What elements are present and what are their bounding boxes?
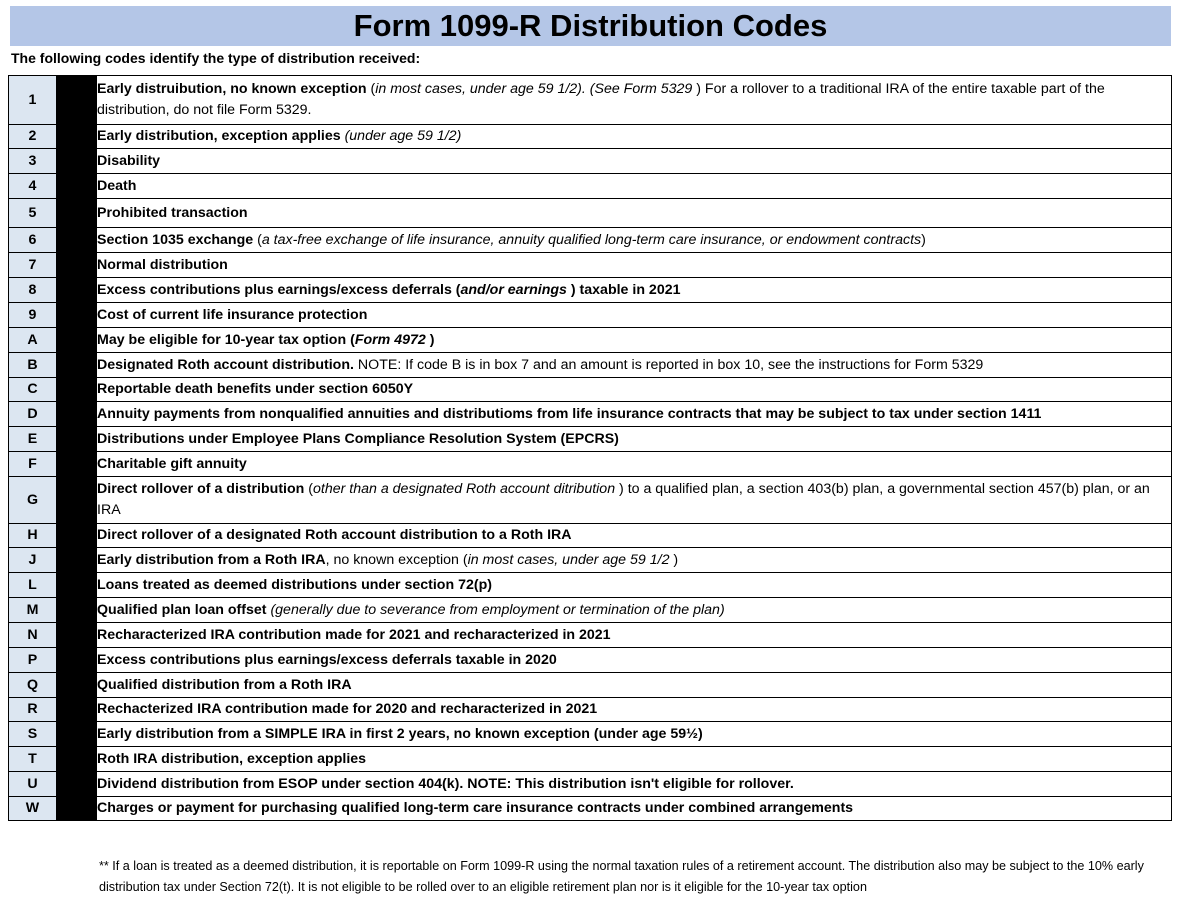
description-text: Section 1035 exchange [97, 231, 254, 248]
description-text: ( [366, 81, 376, 97]
table-row [9, 747, 1172, 772]
distribution-description [97, 747, 1172, 772]
distribution-code: 6 [9, 228, 57, 253]
black-spacer-cell [57, 573, 97, 598]
description-text: other than a designated Roth account ditribution [313, 481, 616, 497]
distribution-description [97, 772, 1172, 797]
description-text: ) [921, 231, 926, 248]
distribution-code: H [9, 524, 57, 548]
description-text: Charitable gift annuity [97, 455, 247, 472]
distribution-code: S [9, 722, 57, 747]
table-row [9, 452, 1172, 477]
black-spacer-cell [57, 278, 97, 303]
distribution-description [97, 598, 1172, 623]
table-row [9, 573, 1172, 598]
page-subtitle: The following codes identify the type of distribution received: [11, 50, 421, 66]
distribution-codes-body [9, 76, 1172, 821]
distribution-description [97, 698, 1172, 722]
table-row [9, 548, 1172, 573]
description-text: , no known exception ( [325, 551, 468, 568]
distribution-code: 1 [9, 76, 57, 125]
table-row [9, 253, 1172, 278]
distribution-description [97, 303, 1172, 328]
black-spacer-cell [57, 253, 97, 278]
distribution-code: A [9, 328, 57, 353]
table-row [9, 673, 1172, 698]
distribution-description [97, 125, 1172, 149]
distribution-description [97, 548, 1172, 573]
black-spacer-cell [57, 722, 97, 747]
black-spacer-cell [57, 328, 97, 353]
distribution-code: D [9, 402, 57, 427]
description-text: Direct rollover of a designated Roth account distribution to a Roth IRA [97, 527, 572, 543]
distribution-description [97, 427, 1172, 452]
distribution-code: F [9, 452, 57, 477]
distribution-code: C [9, 378, 57, 402]
distribution-code: B [9, 353, 57, 378]
black-spacer-cell [57, 772, 97, 797]
distribution-description [97, 477, 1172, 524]
table-row [9, 303, 1172, 328]
description-text: Normal distribution [97, 256, 228, 273]
black-spacer-cell [57, 452, 97, 477]
description-text: in most cases, under age 59 1/2 [467, 551, 670, 568]
distribution-description [97, 253, 1172, 278]
distribution-code: Q [9, 673, 57, 698]
description-text: Early distribution from a SIMPLE IRA in first 2 years, no known exception (under age 59½) [97, 725, 703, 742]
table-row [9, 797, 1172, 821]
table-row [9, 278, 1172, 303]
table-row [9, 772, 1172, 797]
distribution-codes-table [8, 75, 1172, 821]
table-row [9, 623, 1172, 648]
black-spacer-cell [57, 747, 97, 772]
black-spacer-cell [57, 797, 97, 821]
distribution-description [97, 228, 1172, 253]
distribution-description [97, 76, 1172, 125]
description-text: Early distruibution, no known exception [97, 81, 367, 97]
description-text: Qualified plan loan offset [97, 601, 267, 618]
description-text: Roth IRA distribution, exception applies [97, 750, 367, 767]
description-text: Charges or payment for purchasing qualified long-term care insurance contracts under combined arrangements [97, 800, 854, 816]
description-text: Recharacterized IRA contribution made for 2021 and recharacterized in 2021 [97, 626, 611, 643]
description-text: Cost of current life insurance protection [97, 306, 368, 323]
distribution-description [97, 328, 1172, 353]
distribution-code: N [9, 623, 57, 648]
description-text: Excess contributions plus earnings/excess deferrals taxable in 2020 [97, 651, 557, 668]
table-row [9, 648, 1172, 673]
description-text: ) [669, 551, 679, 568]
distribution-description [97, 524, 1172, 548]
table-row [9, 427, 1172, 452]
black-spacer-cell [57, 378, 97, 402]
black-spacer-cell [57, 673, 97, 698]
description-text: May be eligible for 10-year tax option ( [97, 331, 355, 348]
description-text: a tax-free exchange of life insurance, annuity qualified long-term care insurance, or endowment contracts [261, 231, 922, 248]
black-spacer-cell [57, 524, 97, 548]
description-text: and/or earnings [460, 281, 567, 298]
distribution-description [97, 199, 1172, 228]
table-row [9, 524, 1172, 548]
distribution-code: 8 [9, 278, 57, 303]
description-text: Direct rollover of a distribution [97, 481, 305, 497]
distribution-description [97, 452, 1172, 477]
table-row [9, 328, 1172, 353]
black-spacer-cell [57, 623, 97, 648]
description-text: Prohibited transaction [97, 204, 248, 221]
distribution-description [97, 797, 1172, 821]
description-text: ) taxable in 2021 [566, 281, 681, 298]
description-text: Disability [97, 152, 161, 169]
distribution-description [97, 353, 1172, 378]
distribution-description [97, 722, 1172, 747]
page-title: Form 1099-R Distribution Codes [10, 6, 1171, 46]
black-spacer-cell [57, 698, 97, 722]
distribution-description [97, 174, 1172, 199]
table-row [9, 76, 1172, 125]
black-spacer-cell [57, 125, 97, 149]
description-text: Annuity payments from nonqualified annuities and distributioms from life insurance contracts that may be subject to tax under section 1411 [97, 405, 1042, 422]
description-text: Rechacterized IRA contribution made for 2020 and recharacterized in 2021 [97, 701, 598, 717]
distribution-code: 4 [9, 174, 57, 199]
table-row [9, 174, 1172, 199]
description-text: Dividend distribution from ESOP under section 404(k). NOTE: This distribution isn't eligible for rollover. [97, 775, 794, 792]
table-row [9, 199, 1172, 228]
description-text: Early distribution from a Roth IRA [97, 551, 326, 568]
distribution-code: T [9, 747, 57, 772]
distribution-code: U [9, 772, 57, 797]
description-text: ( [253, 231, 262, 248]
black-spacer-cell [57, 228, 97, 253]
distribution-code: G [9, 477, 57, 524]
distribution-description [97, 673, 1172, 698]
black-spacer-cell [57, 303, 97, 328]
distribution-code: W [9, 797, 57, 821]
description-text: Excess contributions plus earnings/excess deferrals ( [97, 281, 461, 298]
description-text: ) [425, 331, 435, 348]
distribution-code: L [9, 573, 57, 598]
black-spacer-cell [57, 353, 97, 378]
description-text: ( [304, 481, 313, 497]
distribution-description [97, 278, 1172, 303]
distribution-code: 9 [9, 303, 57, 328]
distribution-code: 7 [9, 253, 57, 278]
distribution-code: J [9, 548, 57, 573]
table-row [9, 402, 1172, 427]
distribution-code: 2 [9, 125, 57, 149]
description-text: NOTE: If code B is in box 7 and an amount is reported in box 10, see the instructions for Form 5329 [353, 356, 984, 373]
black-spacer-cell [57, 174, 97, 199]
description-text: Loans treated as deemed distributions under section 72(p) [97, 576, 492, 593]
black-spacer-cell [57, 402, 97, 427]
distribution-code: P [9, 648, 57, 673]
distribution-description [97, 149, 1172, 174]
description-text: in most cases, under age 59 1/2). (See Form 5329 [375, 81, 693, 97]
distribution-description [97, 573, 1172, 598]
table-row [9, 598, 1172, 623]
black-spacer-cell [57, 76, 97, 125]
table-row [9, 125, 1172, 149]
description-text: Designated Roth account distribution. [97, 356, 354, 373]
distribution-description [97, 378, 1172, 402]
table-row [9, 353, 1172, 378]
table-row [9, 722, 1172, 747]
description-text: Form 4972 [354, 331, 426, 348]
black-spacer-cell [57, 598, 97, 623]
description-text: Reportable death benefits under section 6050Y [97, 381, 414, 397]
description-text: Qualified distribution from a Roth IRA [97, 676, 352, 693]
table-row [9, 228, 1172, 253]
description-text: ) For a rollover to a traditional IRA of the entire taxable part of the distribution, do not file Form 5329. [97, 81, 1105, 118]
black-spacer-cell [57, 648, 97, 673]
footnote: ** If a loan is treated as a deemed distribution, it is reportable on Form 1099-R using the normal taxation rules of a retirement account. The distribution also may be subject to the 10% early distribution tax under Section 72(t). It is not eligible to be rolled over to an eligible retirement plan nor is it eligible for the 10-year tax option [99, 859, 1144, 894]
table-row [9, 378, 1172, 402]
distribution-code: 5 [9, 199, 57, 228]
black-spacer-cell [57, 149, 97, 174]
distribution-description [97, 648, 1172, 673]
distribution-code: E [9, 427, 57, 452]
distribution-description [97, 623, 1172, 648]
distribution-code: M [9, 598, 57, 623]
black-spacer-cell [57, 199, 97, 228]
description-text: Distributions under Employee Plans Compliance Resolution System (EPCRS) [97, 430, 619, 447]
black-spacer-cell [57, 548, 97, 573]
description-text: (under age 59 1/2) [344, 128, 462, 144]
table-row [9, 477, 1172, 524]
description-text: (generally due to severance from employment or termination of the plan) [270, 601, 725, 618]
table-row [9, 149, 1172, 174]
description-text: Early distribution, exception applies [97, 128, 341, 144]
black-spacer-cell [57, 427, 97, 452]
black-spacer-cell [57, 477, 97, 524]
distribution-code: 3 [9, 149, 57, 174]
table-row [9, 698, 1172, 722]
description-text: Death [97, 177, 137, 194]
description-text: ) to a qualified plan, a section 403(b) plan, a governmental section 457(b) plan, or an IRA [97, 481, 1150, 518]
distribution-description [97, 402, 1172, 427]
distribution-code: R [9, 698, 57, 722]
